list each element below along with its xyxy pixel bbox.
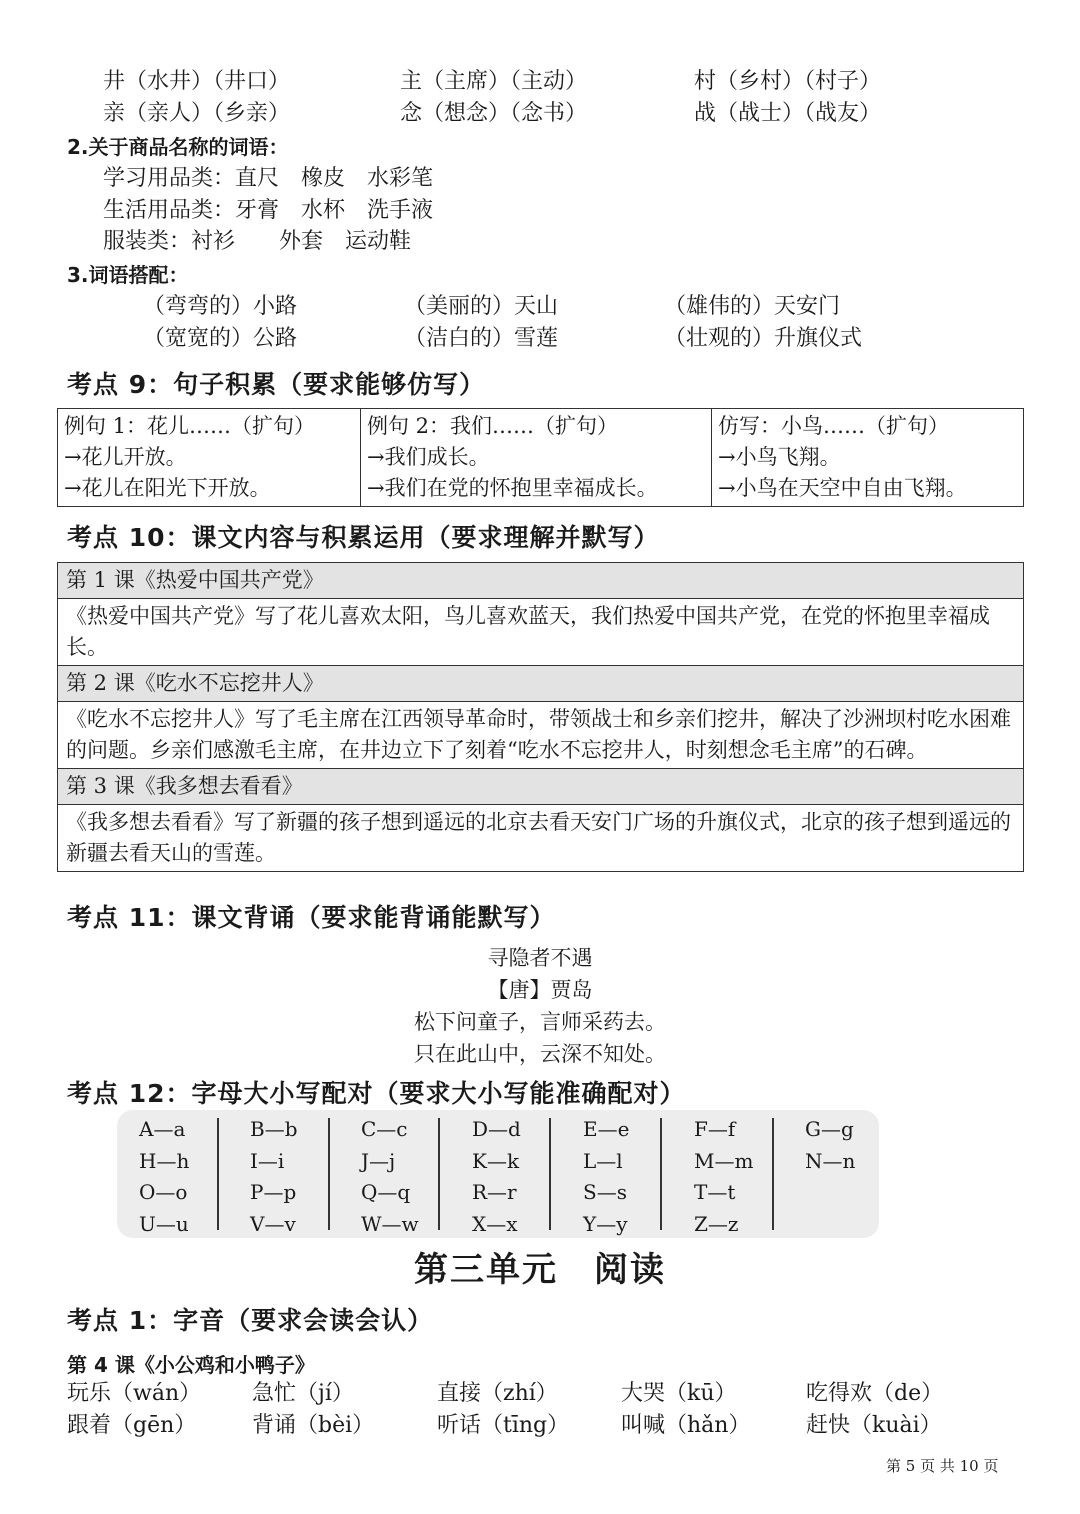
pinyin-item: 赶快（kuài） bbox=[806, 1413, 942, 1438]
pinyin-item: 直接（zhí） bbox=[437, 1381, 558, 1406]
kp12-title: 考点 12：字母大小写配对（要求大小写能准确配对） bbox=[67, 1079, 686, 1108]
column-divider bbox=[660, 1118, 662, 1230]
letter-pair: U—u bbox=[139, 1211, 189, 1236]
letter-pair: B—b bbox=[250, 1117, 298, 1141]
goods-heading: 2.关于商品名称的词语： bbox=[67, 135, 289, 159]
lesson-2-content: 《吃水不忘挖井人》写了毛主席在江西领导革命时，带领战士和乡亲们挖井，解决了沙洲坝村吃水困难的问题。乡亲们感激毛主席，在井边立下了刻着“吃水不忘挖井人，时刻想念毛主席”的石碑。 bbox=[58, 702, 1024, 769]
letter-pair: S—s bbox=[583, 1180, 627, 1204]
letter-column-2 bbox=[250, 1114, 298, 1240]
column-divider bbox=[772, 1118, 774, 1230]
page-number: 第 5 页 共 10 页 bbox=[886, 1457, 999, 1475]
lesson-1-content: 《热爱中国共产党》写了花儿喜欢太阳，鸟儿喜欢蓝天，我们热爱中国共产党，在党的怀抱里幸福成长。 bbox=[58, 599, 1024, 666]
letter-pair: V—v bbox=[250, 1211, 296, 1236]
sentence-cell-1-line-2: →花儿开放。 bbox=[64, 445, 187, 469]
letter-pair: E—e bbox=[583, 1117, 630, 1141]
collocation-heading: 3.词语搭配： bbox=[67, 263, 189, 287]
letter-pair: Z—z bbox=[694, 1211, 739, 1236]
column-divider bbox=[438, 1118, 440, 1230]
sentence-cell-2 bbox=[361, 409, 712, 507]
goods-study: 学习用品类：直尺 橡皮 水彩笔 bbox=[103, 166, 434, 191]
pinyin-item: 背诵（bèi） bbox=[252, 1413, 375, 1438]
lesson-4-title: 第 4 课《小公鸡和小鸭子》 bbox=[67, 1353, 315, 1377]
column-divider bbox=[217, 1118, 219, 1230]
goods-clothes: 服装类：衬衫 外套 运动鞋 bbox=[103, 229, 412, 254]
sentence-cell-1-line-3: →花儿在阳光下开放。 bbox=[64, 476, 271, 500]
letter-column-6 bbox=[694, 1114, 753, 1240]
collocation-item-5: （洁白的）雪莲 bbox=[404, 326, 559, 351]
poem-line-2: 只在此山中，云深不知处。 bbox=[414, 1042, 666, 1066]
word-group-5: 念（想念）（念书） bbox=[400, 101, 588, 126]
collocation-item-4: （宽宽的）公路 bbox=[143, 326, 298, 351]
letter-pair: P—p bbox=[250, 1180, 297, 1204]
letter-pair: L—l bbox=[583, 1148, 623, 1173]
letter-pair: Y—y bbox=[583, 1211, 628, 1236]
word-group-1: 井（水井）（井口） bbox=[103, 69, 291, 94]
poem-line-1: 松下问童子，言师采药去。 bbox=[414, 1010, 666, 1034]
kp11-title: 考点 11：课文背诵（要求能背诵能默写） bbox=[67, 903, 556, 932]
lesson-3-title: 第 3 课《我多想去看看》 bbox=[58, 769, 1024, 805]
kp9-title: 考点 9：句子积累（要求能够仿写） bbox=[67, 370, 486, 399]
sentence-table bbox=[57, 408, 1024, 507]
sentence-cell-2-line-1: 例句 2：我们……（扩句） bbox=[367, 414, 619, 438]
lesson-table bbox=[57, 562, 1024, 872]
letter-pair: F—f bbox=[694, 1117, 736, 1141]
sentence-cell-2-line-2: →我们成长。 bbox=[367, 445, 490, 469]
sentence-cell-3-line-1: 仿写：小鸟……（扩句） bbox=[718, 414, 949, 438]
lesson-3-content: 《我多想去看看》写了新疆的孩子想到遥远的北京去看天安门广场的升旗仪式，北京的孩子想到遥远的新疆去看天山的雪莲。 bbox=[58, 805, 1024, 872]
pinyin-item: 跟着（gēn） bbox=[67, 1413, 197, 1438]
letter-pair: Q—q bbox=[361, 1180, 411, 1204]
letter-pair: T—t bbox=[694, 1180, 736, 1204]
letter-pair: K—k bbox=[472, 1148, 520, 1173]
sentence-cell-3 bbox=[712, 409, 1024, 507]
sentence-cell-3-line-2: →小鸟飞翔。 bbox=[718, 445, 841, 469]
letter-pair: A—a bbox=[139, 1117, 186, 1141]
word-group-4: 亲（亲人）（乡亲） bbox=[103, 101, 291, 126]
unit3-kp1-title: 考点 1：字音（要求会读会认） bbox=[67, 1306, 434, 1335]
poem-author: 【唐】贾岛 bbox=[487, 978, 593, 1002]
lesson-1-title: 第 1 课《热爱中国共产党》 bbox=[58, 563, 1024, 599]
letter-pair: J—j bbox=[361, 1148, 396, 1173]
letter-pairs-box bbox=[117, 1110, 879, 1238]
letter-pair: R—r bbox=[472, 1180, 517, 1204]
letter-pair: I—i bbox=[250, 1148, 285, 1173]
letter-pair: N—n bbox=[805, 1148, 856, 1173]
collocation-item-2: （美丽的）天山 bbox=[404, 294, 559, 319]
column-divider bbox=[549, 1118, 551, 1230]
letter-pair: O—o bbox=[139, 1180, 188, 1204]
pinyin-item: 玩乐（wán） bbox=[67, 1381, 202, 1406]
letter-column-7 bbox=[805, 1114, 855, 1177]
letter-column-5 bbox=[583, 1114, 629, 1240]
sentence-cell-1-line-1: 例句 1：花儿……（扩句） bbox=[64, 414, 316, 438]
pinyin-item: 吃得欢（de） bbox=[806, 1381, 944, 1406]
pinyin-item: 叫喊（hǎn） bbox=[621, 1413, 751, 1438]
sentence-cell-3-line-3: →小鸟在天空中自由飞翔。 bbox=[718, 476, 967, 500]
letter-pair: W—w bbox=[361, 1211, 419, 1236]
letter-pair: X—x bbox=[472, 1211, 518, 1236]
sentence-cell-2-line-3: →我们在党的怀抱里幸福成长。 bbox=[367, 476, 658, 500]
letter-pair: H—h bbox=[139, 1148, 190, 1173]
collocation-item-1: （弯弯的）小路 bbox=[143, 294, 298, 319]
kp10-title: 考点 10：课文内容与积累运用（要求理解并默写） bbox=[67, 523, 660, 552]
pinyin-item: 急忙（jí） bbox=[252, 1381, 354, 1406]
letter-column-4 bbox=[472, 1114, 521, 1240]
column-divider bbox=[328, 1118, 330, 1230]
word-group-2: 主（主席）（主动） bbox=[400, 69, 588, 94]
letter-pair: D—d bbox=[472, 1117, 521, 1141]
pinyin-item: 听话（tīng） bbox=[437, 1413, 570, 1438]
letter-column-3 bbox=[361, 1114, 419, 1240]
letter-pair: M—m bbox=[694, 1148, 754, 1173]
lesson-2-title: 第 2 课《吃水不忘挖井人》 bbox=[58, 666, 1024, 702]
word-group-3: 村（乡村）（村子） bbox=[694, 69, 882, 94]
sentence-cell-1 bbox=[58, 409, 361, 507]
letter-pair: G—g bbox=[805, 1117, 854, 1141]
poem-title: 寻隐者不遇 bbox=[487, 946, 593, 970]
poem bbox=[0, 942, 1080, 1070]
goods-life: 生活用品类：牙膏 水杯 洗手液 bbox=[103, 198, 434, 223]
collocation-item-3: （雄伟的）天安门 bbox=[664, 294, 841, 319]
pinyin-item: 大哭（kū） bbox=[621, 1381, 737, 1406]
word-group-6: 战（战士）（战友） bbox=[694, 101, 882, 126]
unit-title: 第三单元 阅读 bbox=[414, 1250, 666, 1290]
letter-pair: C—c bbox=[361, 1117, 408, 1141]
collocation-item-6: （壮观的）升旗仪式 bbox=[664, 326, 863, 351]
letter-column-1 bbox=[139, 1114, 189, 1240]
